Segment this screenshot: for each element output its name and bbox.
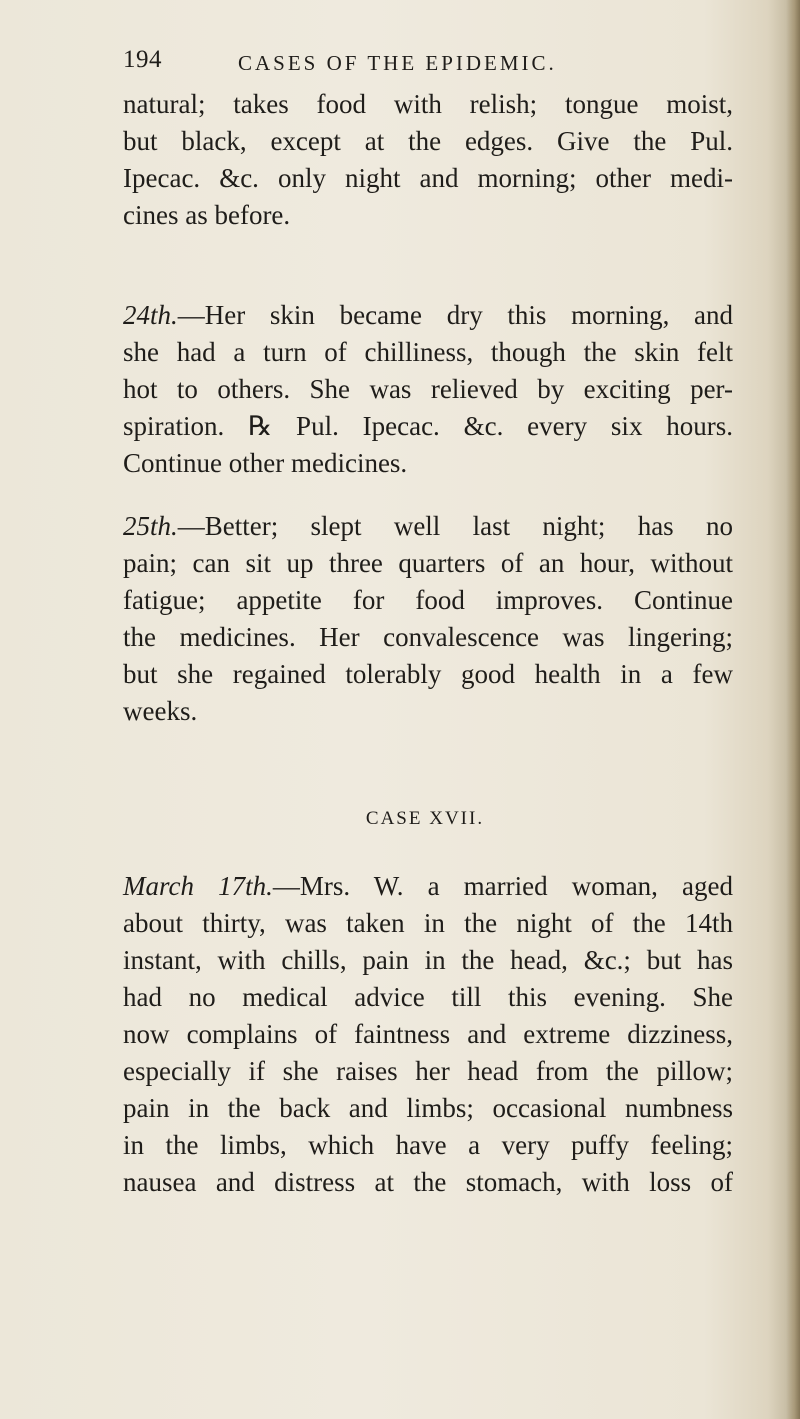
entry-date: 24th.: [123, 300, 178, 330]
text-line: had no medical advice till this evening. She: [123, 982, 733, 1012]
text-line: the medicines. Her convalescence was lingering;: [123, 622, 733, 652]
text-line: spiration. ℞ Pul. Ipecac. &c. every six hours.: [123, 411, 733, 441]
running-head-title: CASES OF THE EPIDEMIC.: [238, 51, 557, 75]
case-heading: CASE XVII.: [365, 808, 485, 829]
text-line: about thirty, was taken in the night of the 14th: [123, 908, 733, 938]
entry-text: —Better; slept well last night; has no: [177, 511, 733, 541]
page-number: 194: [123, 46, 162, 73]
paragraph-24th: [123, 297, 733, 482]
text-line: but black, except at the edges. Give the Pul.: [123, 126, 733, 156]
text-line: natural; takes food with relish; tongue moist,: [123, 89, 733, 119]
paragraph-continuation: [123, 86, 733, 234]
text-line-first: [123, 297, 733, 334]
text-line: nausea and distress at the stomach, with loss of: [123, 1167, 733, 1197]
text-line: especially if she raises her head from the pillow;: [123, 1056, 733, 1086]
text-line-first: [123, 508, 733, 545]
text-line: hot to others. She was relieved by exciting per-: [123, 374, 733, 404]
text-line: instant, with chills, pain in the head, &c.; but has: [123, 945, 733, 975]
entry-date: 25th.: [123, 511, 178, 541]
text-line-first: [123, 868, 733, 905]
text-line: fatigue; appetite for food improves. Continue: [123, 585, 733, 615]
running-head: [0, 46, 800, 86]
text-line: in the limbs, which have a very puffy feeling;: [123, 1130, 733, 1160]
entry-text: —Her skin became dry this morning, and: [177, 300, 733, 330]
text-line: Ipecac. &c. only night and morning; other medi-: [123, 163, 733, 193]
text-line: pain in the back and limbs; occasional numbness: [123, 1093, 733, 1123]
entry-text: —Mrs. W. a married woman, aged: [272, 871, 734, 901]
text-line: she had a turn of chilliness, though the skin felt: [123, 337, 733, 367]
text-line: weeks.: [123, 696, 198, 726]
paragraph-25th: [123, 508, 733, 730]
text-line: Continue other medicines.: [123, 448, 408, 478]
text-line: pain; can sit up three quarters of an hour, without: [123, 548, 733, 578]
paragraph-march-17th: [123, 868, 733, 1201]
page-edge-shadow: [786, 0, 800, 1419]
entry-date: March 17th.: [123, 871, 273, 901]
text-line: but she regained tolerably good health in a few: [123, 659, 733, 689]
text-line: now complains of faintness and extreme dizziness,: [123, 1019, 733, 1049]
text-line: cines as before.: [123, 200, 291, 230]
